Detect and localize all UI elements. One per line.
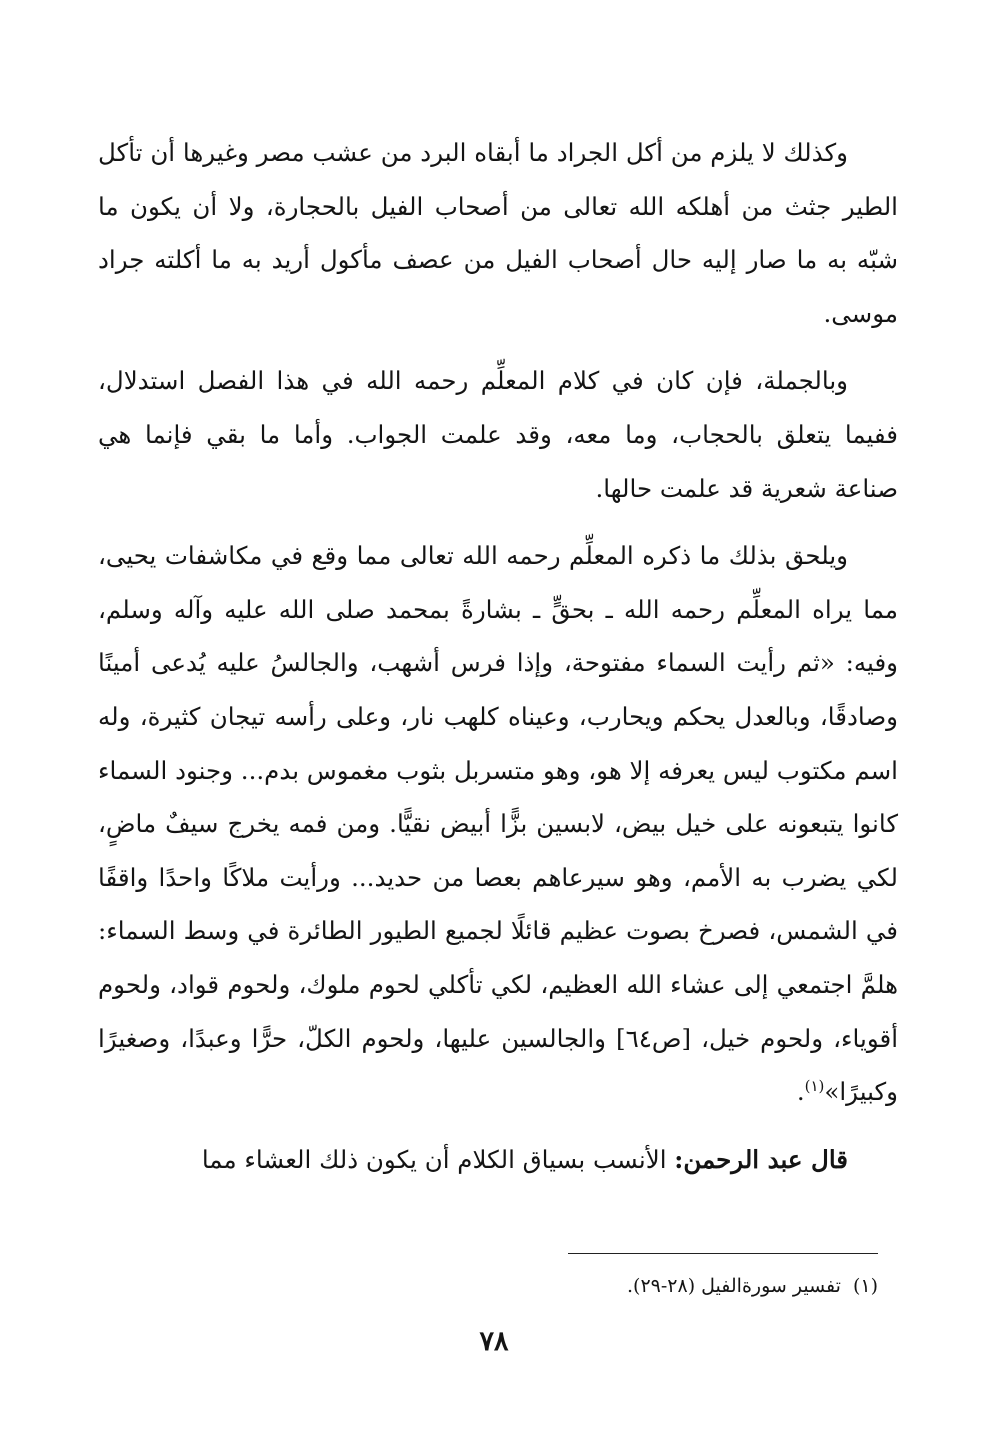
page-number: ٧٨ [479, 1326, 509, 1357]
paragraph-1 [98, 126, 898, 340]
footnote-reference[interactable]: (١) [804, 1076, 825, 1095]
paragraph-2-text: وبالجملة، فإن كان في كلام المعلِّم رحمه الله في هذا الفصل استدلال، ففيما يتعلق بالحجاب، وما معه، وقد علمت الجواب. وأما ما بقي فإنما هي صناعة شعرية قد علمت حالها. [98, 366, 898, 503]
paragraph-1-text: وكذلك لا يلزم من أكل الجراد ما أبقاه البرد من عشب مصر وغيرها أن تأكل الطير جثث من أهلكه الله تعالى من أصحاب الفيل بالحجارة، ولا أن يكون ما شبّه به ما صار إليه حال أصحاب الفيل من عصف مأكول أريد به ما أكلته جراد موسى. [98, 138, 898, 328]
main-text [98, 126, 898, 1186]
paragraph-4 [98, 1133, 898, 1187]
footnote-text: تفسير سورةالفيل (٢٨-٢٩). [626, 1275, 841, 1297]
footnote-divider [568, 1253, 878, 1254]
paragraph-3-text: ويلحق بذلك ما ذكره المعلِّم رحمه الله تعالى مما وقع في مكاشفات يحيى، مما يراه المعلِّم رحمه الله ـ بحقٍّ ـ بشارةً بمحمد صلى الله عليه وآله وسلم، وفيه: «ثم رأيت السماء مفتوحة، وإذا فرس أشهب، والجالسُ عليه يُدعى أمينًا وصادقًا، وبالعدل يحكم ويحارب، وعيناه كلهب نار، وعلى رأسه تيجان كثيرة، وله اسم مكتوب ليس يعرفه إلا هو، وهو متسربل بثوب مغموس بدم... وجنود السماء كانوا يتبعونه على خيل بيض، لابسين بزًّا أبيض نقيًّا. ومن فمه يخرج سيفٌ ماضٍ، لكي يضرب به الأمم، وهو سيرعاهم بعصا من حديد... ورأيت ملاكًا واحدًا واقفًا في الشمس، فصرخ بصوت عظيم قائلًا لجميع الطيور الطائرة في وسط السماء: هلمَّ اجتمعي إلى عشاء الله العظيم، لكي تأكلي لحوم ملوك، ولحوم قواد، ولحوم أقوياء، ولحوم خيل، [ص٦٤] والجالسين عليها، ولحوم الكلّ، حرًّا وعبدًا، وصغيرًا وكبيرًا» [98, 541, 898, 1107]
paragraph-2 [98, 354, 898, 515]
paragraph-4-text: الأنسب بسياق الكلام أن يكون ذلك العشاء مما [201, 1144, 675, 1174]
paragraph-3 [98, 529, 898, 1119]
speaker-label: قال عبد الرحمن: [674, 1144, 848, 1174]
paragraph-3-end: . [796, 1077, 805, 1107]
footnote-number: (١) [852, 1275, 878, 1297]
footnote [118, 1272, 878, 1300]
